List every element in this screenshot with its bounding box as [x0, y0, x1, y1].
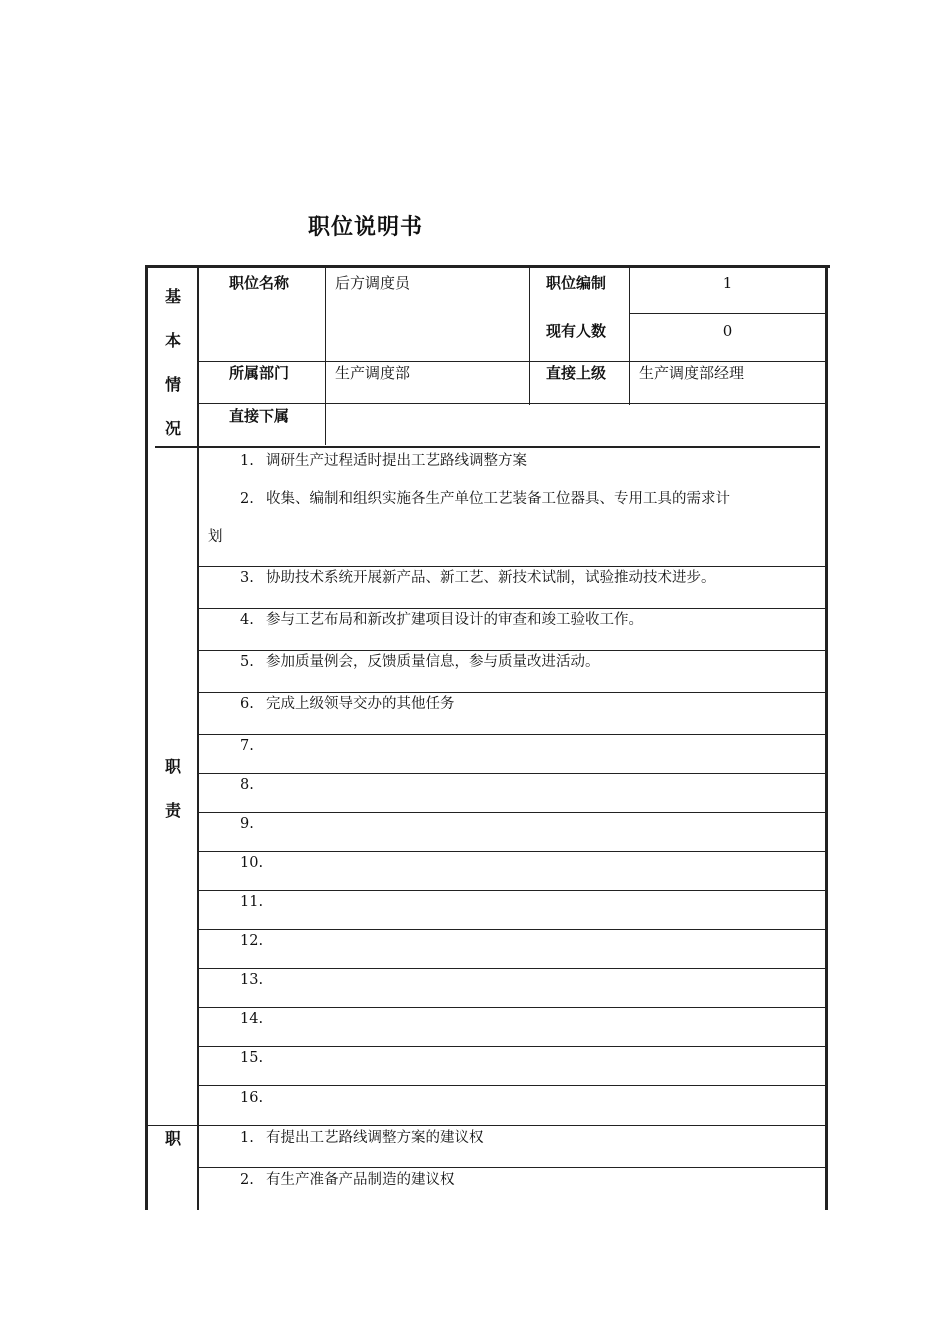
item-number: 6. [240, 696, 254, 712]
side-char: 情 [164, 375, 181, 394]
item-number: 14. [240, 1011, 264, 1027]
department-value: 生产调度部 [335, 364, 411, 382]
item-text: 有提出工艺路线调整方案的建议权 [266, 1130, 484, 1146]
section-divider [148, 1125, 825, 1126]
side-char: 职 [164, 1129, 181, 1148]
item-number: 1. [240, 1130, 254, 1146]
table-border-top [145, 265, 830, 268]
item-number: 11. [240, 894, 264, 910]
duty-item [240, 892, 266, 912]
item-number: 4. [240, 612, 254, 628]
row-divider [199, 1046, 825, 1047]
authority-item [240, 1128, 484, 1148]
duty-item [240, 970, 266, 990]
item-number: 1. [240, 453, 254, 469]
duty-item [240, 1009, 266, 1029]
item-text: 协助技术系统开展新产品、新工艺、新技术试制，试验推动技术进步。 [266, 570, 716, 586]
item-number: 15. [240, 1050, 264, 1066]
row-divider [199, 650, 825, 651]
duty-item [240, 694, 455, 714]
superior-value: 生产调度部经理 [639, 364, 745, 382]
department-label: 所属部门 [229, 364, 290, 382]
item-text: 参与工艺布局和新改扩建项目设计的审查和竣工验收工作。 [266, 612, 643, 628]
table-border-right [825, 265, 828, 1210]
side-char: 基 [164, 287, 181, 306]
row-divider [199, 851, 825, 852]
item-number: 7. [240, 738, 254, 754]
headcount-label: 现有人数 [546, 322, 607, 340]
row-divider [199, 608, 825, 609]
divider [325, 403, 326, 445]
item-number: 5. [240, 654, 254, 670]
divider [630, 313, 825, 314]
item-text: 划 [208, 529, 223, 545]
position-name-label: 职位名称 [229, 274, 290, 292]
duty-item [240, 1048, 266, 1068]
row-divider [199, 812, 825, 813]
duty-item [240, 736, 266, 756]
superior-label: 直接上级 [546, 364, 607, 382]
item-number: 13. [240, 972, 264, 988]
duty-item [240, 931, 266, 951]
headcount-value: 0 [722, 322, 733, 340]
position-name-value: 后方调度员 [335, 274, 411, 292]
duties-side-label [147, 745, 199, 833]
duty-item [240, 489, 730, 509]
item-number: 3. [240, 570, 254, 586]
item-number: 8. [240, 777, 254, 793]
duty-item [240, 853, 266, 873]
row-divider [199, 1167, 825, 1168]
side-char: 职 [164, 757, 181, 776]
duty-item [240, 451, 527, 471]
position-code-value: 1 [722, 274, 733, 292]
duty-item-continuation [208, 527, 223, 547]
row-divider [199, 692, 825, 693]
authority-side-label [147, 1129, 199, 1149]
side-char: 况 [164, 419, 181, 438]
row-divider [199, 566, 825, 567]
row-divider [199, 773, 825, 774]
item-number: 2. [240, 1172, 254, 1188]
row-divider [199, 968, 825, 969]
row-divider [199, 890, 825, 891]
item-text: 收集、编制和组织实施各生产单位工艺装备工位器具、专用工具的需求计 [266, 491, 730, 507]
row-divider [199, 1085, 825, 1086]
duty-item [240, 814, 266, 834]
duty-item [240, 775, 266, 795]
item-text: 完成上级领导交办的其他任务 [266, 696, 455, 712]
side-char: 本 [164, 331, 181, 350]
item-number: 2. [240, 491, 254, 507]
page-title: 职位说明书 [308, 215, 424, 240]
side-char: 责 [164, 801, 181, 820]
duty-item [240, 610, 643, 630]
item-number: 10. [240, 855, 264, 871]
basic-side-label [147, 275, 199, 451]
item-text: 调研生产过程适时提出工艺路线调整方案 [266, 453, 527, 469]
divider [325, 265, 326, 405]
item-number: 12. [240, 933, 264, 949]
divider [529, 265, 530, 405]
item-text: 有生产准备产品制造的建议权 [266, 1172, 455, 1188]
duty-item [240, 568, 716, 588]
divider [199, 361, 825, 362]
duty-item [240, 1088, 266, 1108]
duty-item [240, 652, 600, 672]
authority-item [240, 1170, 455, 1190]
divider [199, 403, 825, 404]
item-text: 参加质量例会，反馈质量信息，参与质量改进活动。 [266, 654, 600, 670]
divider [155, 446, 820, 448]
item-number: 9. [240, 816, 254, 832]
row-divider [199, 929, 825, 930]
row-divider [199, 734, 825, 735]
job-description-table [145, 265, 830, 1210]
row-divider [199, 1007, 825, 1008]
item-number: 16. [240, 1090, 264, 1106]
subordinate-label: 直接下属 [229, 407, 290, 425]
position-code-label: 职位编制 [546, 274, 607, 292]
